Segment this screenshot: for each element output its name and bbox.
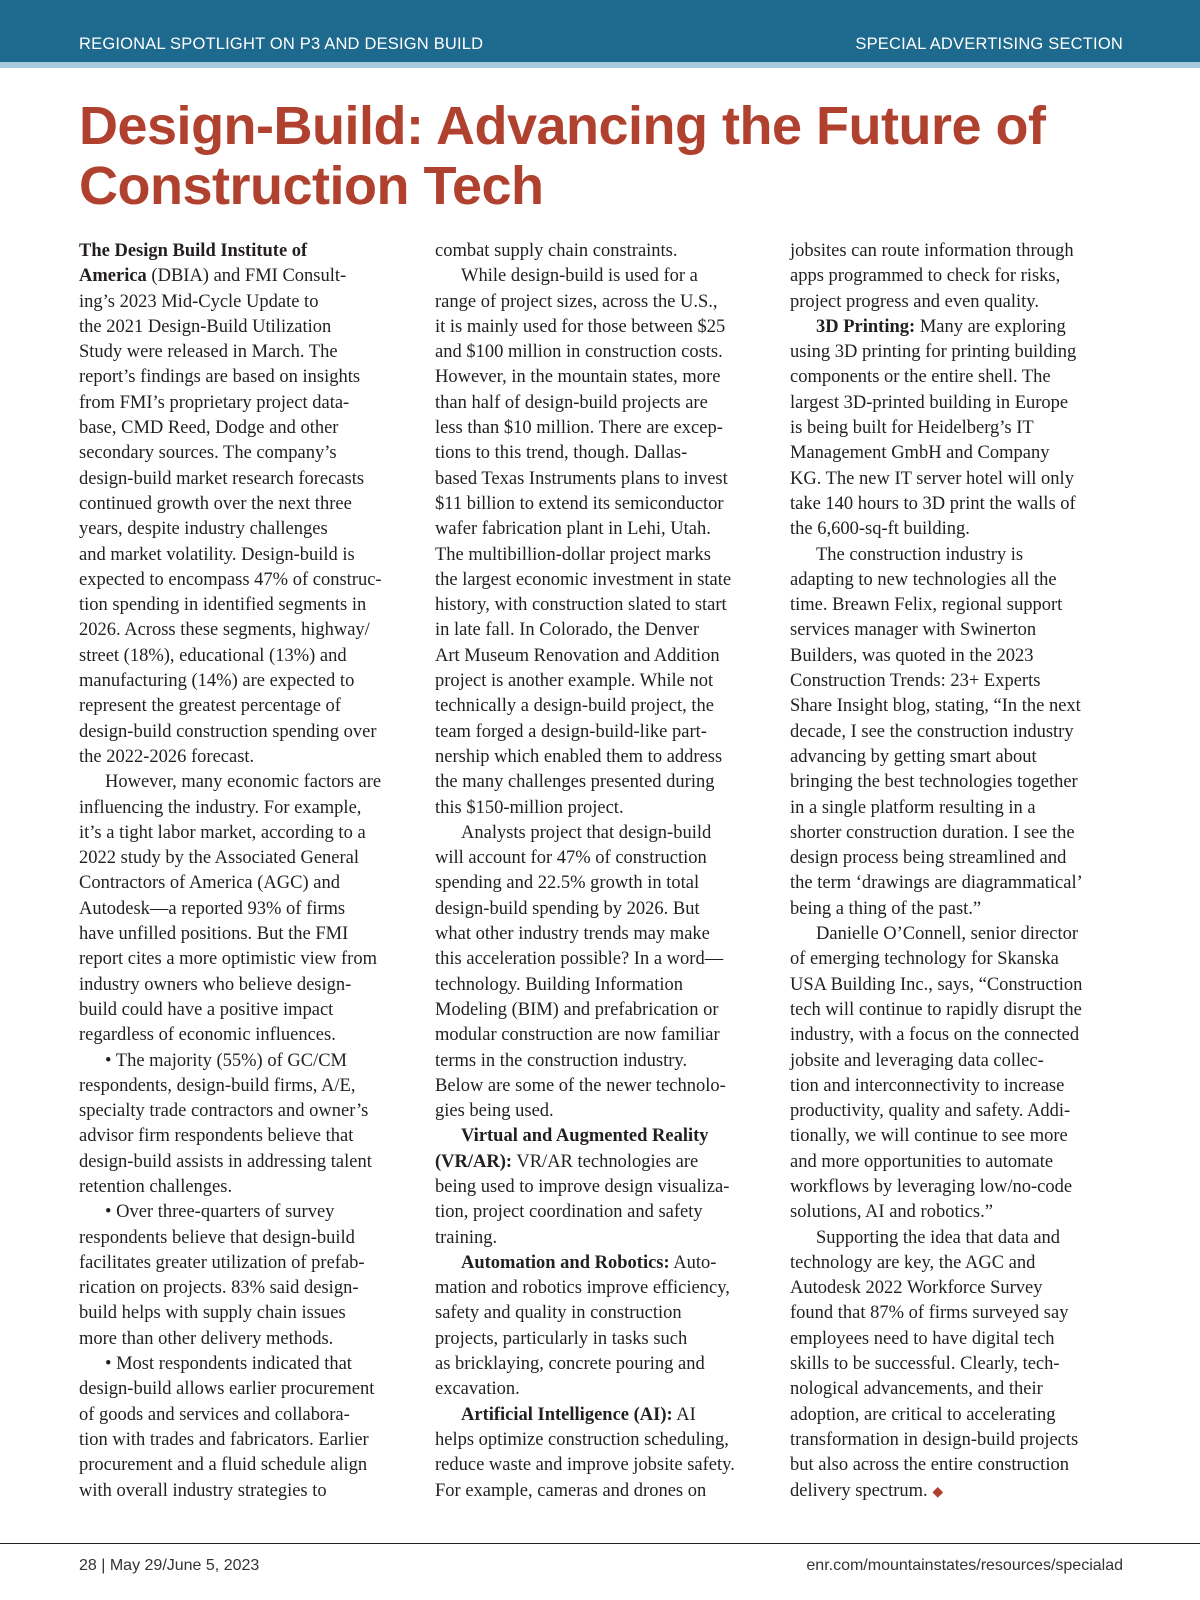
text-line: the largest economic investment in state	[435, 569, 732, 590]
text-line: project progress and even quality.	[790, 291, 1039, 312]
text-line: what other industry trends may make	[435, 924, 710, 945]
text-line: manufacturing (14%) are expected to	[79, 671, 355, 692]
text-line: design-build assists in addressing talent	[79, 1151, 372, 1172]
text-line: influencing the industry. For example,	[79, 797, 362, 818]
text-line: wafer fabrication plant in Lehi, Utah.	[435, 519, 711, 540]
text-line: tech will continue to rapidly disrupt the	[790, 999, 1082, 1020]
text-line: specialty trade contractors and owner’s	[79, 1101, 369, 1122]
text-line: procurement and a fluid schedule align	[79, 1455, 368, 1476]
text-line: services manager with Swinerton	[790, 620, 1037, 641]
headline-line-1: Design-Build: Advancing the Future of	[79, 96, 1046, 156]
text-line: adoption, are critical to accelerating	[790, 1404, 1056, 1425]
text-line: street (18%), educational (13%) and	[79, 645, 347, 666]
text-line: rication on projects. 83% said design-	[79, 1278, 359, 1299]
text-line: While design-build is used for a	[461, 266, 698, 287]
text-line: reduce waste and improve jobsite safety.	[435, 1455, 735, 1476]
text-line: secondary sources. The company’s	[79, 443, 337, 464]
bullet-line: • The majority (55%) of GC/CM	[105, 1050, 347, 1071]
text-line: tion, project coordination and safety	[435, 1202, 703, 1223]
bullet-line: • Most respondents indicated that	[105, 1354, 352, 1375]
text-line: design-build market research forecasts	[79, 468, 365, 489]
subhead-vr-ar-abbr: (VR/AR):	[435, 1151, 513, 1172]
text-line: Supporting the idea that data and	[816, 1227, 1061, 1248]
text-line: advancing by getting smart about	[790, 746, 1037, 767]
text-line: However, in the mountain states, more	[435, 367, 721, 388]
subhead-line: Artificial Intelligence (AI): AI	[461, 1404, 696, 1425]
page-number-date: 28 | May 29/June 5, 2023	[79, 1557, 260, 1574]
text-line: base, CMD Reed, Dodge and other	[79, 418, 339, 439]
text-line: based Texas Instruments plans to invest	[435, 468, 728, 489]
text-line: Study were released in March. The	[79, 342, 338, 363]
headline-line-2: Construction Tech	[79, 156, 544, 216]
text-line: Share Insight blog, stating, “In the next	[790, 696, 1081, 717]
text-line: than half of design-build projects are	[435, 392, 708, 413]
subhead-automation: Automation and Robotics:	[461, 1252, 670, 1273]
text-line: it is mainly used for those between $25	[435, 316, 726, 337]
text-line: using 3D printing for printing building	[790, 342, 1077, 363]
end-mark-diamond-icon: ◆	[932, 1484, 944, 1500]
text-line: excavation.	[435, 1379, 520, 1400]
text-line: expected to encompass 47% of construc-	[79, 569, 382, 590]
text-line: of emerging technology for Skanska	[790, 949, 1059, 970]
subhead-ai: Artificial Intelligence (AI):	[461, 1404, 673, 1425]
text-line: Builders, was quoted in the 2023	[790, 645, 1034, 666]
text-line: and market volatility. Design-build is	[79, 544, 355, 565]
text-line: the 6,600-sq-ft building.	[790, 519, 970, 540]
text-line: and more opportunities to automate	[790, 1151, 1054, 1172]
text-line: Contractors of America (AGC) and	[79, 873, 340, 894]
text-line: workflows by leveraging low/no-code	[790, 1176, 1073, 1197]
text-line: team forged a design-build-like part-	[435, 721, 707, 742]
text-line: respondents, design-build firms, A/E,	[79, 1075, 356, 1096]
lead-bold: America	[79, 266, 147, 287]
text-line: and $100 million in construction costs.	[435, 342, 723, 363]
text-line: technically a design-build project, the	[435, 696, 714, 717]
text-line: safety and quality in construction	[435, 1303, 682, 1324]
text-line: jobsite and leveraging data collec-	[790, 1050, 1044, 1071]
text-line: 2022 study by the Associated General	[79, 848, 360, 869]
text-line: jobsites can route information through	[790, 241, 1074, 261]
text-line: advisor firm respondents believe that	[79, 1126, 354, 1147]
text-line: history, with construction slated to start	[435, 595, 727, 616]
text-line: adapting to new technologies all the	[790, 569, 1057, 590]
text-line: design process being streamlined and	[790, 848, 1067, 869]
text-line: Management GmbH and Company	[790, 443, 1050, 464]
text-line: more than other delivery methods.	[79, 1328, 334, 1349]
text-line: this acceleration possible? In a word—	[435, 949, 724, 970]
subhead-line: 3D Printing: Many are exploring	[816, 316, 1066, 337]
text-line: largest 3D-printed building in Europe	[790, 392, 1069, 413]
text-line: is being built for Heidelberg’s IT	[790, 418, 1034, 439]
text-line: training.	[435, 1227, 498, 1248]
text-line: The construction industry is	[816, 544, 1024, 565]
text-line: Below are some of the newer technolo-	[435, 1075, 726, 1096]
text-line: tion spending in identified segments in	[79, 595, 367, 616]
text-line: modular construction are now familiar	[435, 1025, 720, 1046]
text-line: gies being used.	[435, 1101, 554, 1122]
advertising-label: SPECIAL ADVERTISING SECTION	[855, 35, 1123, 53]
text-line: employees need to have digital tech	[790, 1328, 1055, 1349]
text-line: report cites a more optimistic view from	[79, 949, 377, 970]
bullet-line: • Over three-quarters of survey	[105, 1202, 335, 1223]
text-line: America (DBIA) and FMI Consult-	[79, 266, 347, 287]
text-line: less than $10 million. There are excep-	[435, 418, 723, 439]
text-line: USA Building Inc., says, “Construction	[790, 974, 1083, 995]
text-line: the 2022-2026 forecast.	[79, 746, 255, 767]
text-line: (VR/AR): VR/AR technologies are	[435, 1151, 699, 1172]
text-line: tion with trades and fabricators. Earlier	[79, 1429, 369, 1450]
text-line: this $150-million project.	[435, 797, 624, 818]
text-line: build could have a positive impact	[79, 999, 334, 1020]
text-line: technology. Building Information	[435, 974, 683, 995]
text-line: nership which enabled them to address	[435, 746, 723, 767]
text-line: tion and interconnectivity to increase	[790, 1075, 1065, 1096]
article-column-3	[790, 239, 1125, 1504]
text-line: tionally, we will continue to see more	[790, 1126, 1068, 1147]
text-line: will account for 47% of construction	[435, 848, 707, 869]
text-line: $11 billion to extend its semiconductor	[435, 493, 724, 514]
text-line: industry owners who believe design-	[79, 974, 352, 995]
text-line: the term ‘drawings are diagrammatical’	[790, 873, 1083, 894]
text-line: design-build spending by 2026. But	[435, 898, 700, 919]
text-line: project is another example. While not	[435, 671, 714, 692]
text-line: bringing the best technologies together	[790, 772, 1078, 793]
subhead-line	[435, 1124, 770, 1149]
text-line: mation and robotics improve efficiency,	[435, 1278, 730, 1299]
text-line: the 2021 Design-Build Utilization	[79, 316, 332, 337]
text-line: in a single platform resulting in a	[790, 797, 1036, 818]
text-line: Analysts project that design-build	[461, 822, 712, 843]
text-line: as bricklaying, concrete pouring and	[435, 1354, 705, 1375]
text-line	[79, 239, 414, 264]
text-line: decade, I see the construction industry	[790, 721, 1074, 742]
text-line: terms in the construction industry.	[435, 1050, 688, 1071]
article-column-1	[79, 239, 414, 1504]
footer-rule	[0, 1543, 1200, 1544]
text-line: However, many economic factors are	[105, 772, 382, 793]
text-line: 2026. Across these segments, highway/	[79, 620, 370, 641]
text-line: with overall industry strategies to	[79, 1480, 327, 1501]
text-line: combat supply chain constraints.	[435, 241, 678, 261]
section-header-bar	[0, 0, 1200, 68]
text-line: Danielle O’Connell, senior director	[816, 924, 1078, 945]
text-line: Modeling (BIM) and prefabrication or	[435, 999, 719, 1020]
text-line: from FMI’s proprietary project data-	[79, 392, 350, 413]
text-line: nological advancements, and their	[790, 1379, 1043, 1400]
text-line: delivery spectrum. ◆	[790, 1480, 944, 1501]
text-line: it’s a tight labor market, according to a	[79, 822, 366, 843]
text-line: tions to this trend, though. Dallas-	[435, 443, 688, 464]
section-label: REGIONAL SPOTLIGHT ON P3 AND DESIGN BUILD	[79, 35, 484, 53]
text-line: take 140 hours to 3D print the walls of	[790, 493, 1076, 514]
text-line: represent the greatest percentage of	[79, 696, 341, 717]
lead-bold: The Design Build Institute of	[79, 241, 308, 261]
article-headline	[79, 96, 1129, 216]
text-line: technology are key, the AGC and	[790, 1252, 1036, 1273]
text-line: years, despite industry challenges	[79, 519, 328, 540]
text-line: projects, particularly in tasks such	[435, 1328, 688, 1349]
text-line: spending and 22.5% growth in total	[435, 873, 700, 894]
text-line: but also across the entire construction	[790, 1455, 1069, 1476]
text-line: solutions, AI and robotics.”	[790, 1202, 993, 1223]
article-column-2	[435, 239, 770, 1504]
text-line: Autodesk—a reported 93% of firms	[79, 898, 346, 919]
text-line: skills to be successful. Clearly, tech-	[790, 1354, 1060, 1375]
footer-url: enr.com/mountainstates/resources/specialad	[806, 1557, 1123, 1574]
text-line: For example, cameras and drones on	[435, 1480, 707, 1501]
text-line: time. Breawn Felix, regional support	[790, 595, 1063, 616]
text-line: productivity, quality and safety. Addi-	[790, 1101, 1071, 1122]
text-line: Construction Trends: 23+ Experts	[790, 671, 1041, 692]
text-line: report’s findings are based on insights	[79, 367, 361, 388]
text-line: helps optimize construction scheduling,	[435, 1429, 729, 1450]
text-line: being a thing of the past.”	[790, 898, 982, 919]
text-line: the many challenges presented during	[435, 772, 715, 793]
text-line: transformation in design-build projects	[790, 1429, 1079, 1450]
text-line: being used to improve design visualiza-	[435, 1176, 730, 1197]
text-line: components or the entire shell. The	[790, 367, 1051, 388]
subhead-vr-ar: Virtual and Augmented Reality	[461, 1126, 709, 1147]
text-line: respondents believe that design-build	[79, 1227, 355, 1248]
text-line: build helps with supply chain issues	[79, 1303, 346, 1324]
text-line: facilitates greater utilization of prefab-	[79, 1252, 365, 1273]
subhead-3d-printing: 3D Printing:	[816, 316, 916, 337]
text-line: retention challenges.	[79, 1176, 233, 1197]
text-line: Art Museum Renovation and Addition	[435, 645, 720, 666]
text-line: continued growth over the next three	[79, 493, 352, 514]
text-line: have unfilled positions. But the FMI	[79, 924, 349, 945]
text-line: ing’s 2023 Mid-Cycle Update to	[79, 291, 319, 312]
text-line: in late fall. In Colorado, the Denver	[435, 620, 700, 641]
text-line: apps programmed to check for risks,	[790, 266, 1061, 287]
text-line: KG. The new IT server hotel will only	[790, 468, 1074, 489]
text-line: Autodesk 2022 Workforce Survey	[790, 1278, 1043, 1299]
text-line: design-build construction spending over	[79, 721, 377, 742]
text-line: industry, with a focus on the connected	[790, 1025, 1080, 1046]
text-line: design-build allows earlier procurement	[79, 1379, 375, 1400]
text-line: found that 87% of firms surveyed say	[790, 1303, 1069, 1324]
text-line: The multibillion-dollar project marks	[435, 544, 711, 565]
subhead-line: Automation and Robotics: Auto-	[461, 1252, 717, 1273]
text-line: range of project sizes, across the U.S.,	[435, 291, 718, 312]
text-line: regardless of economic influences.	[79, 1025, 336, 1046]
text-line: of goods and services and collabora-	[79, 1404, 350, 1425]
text-line: shorter construction duration. I see the	[790, 822, 1075, 843]
